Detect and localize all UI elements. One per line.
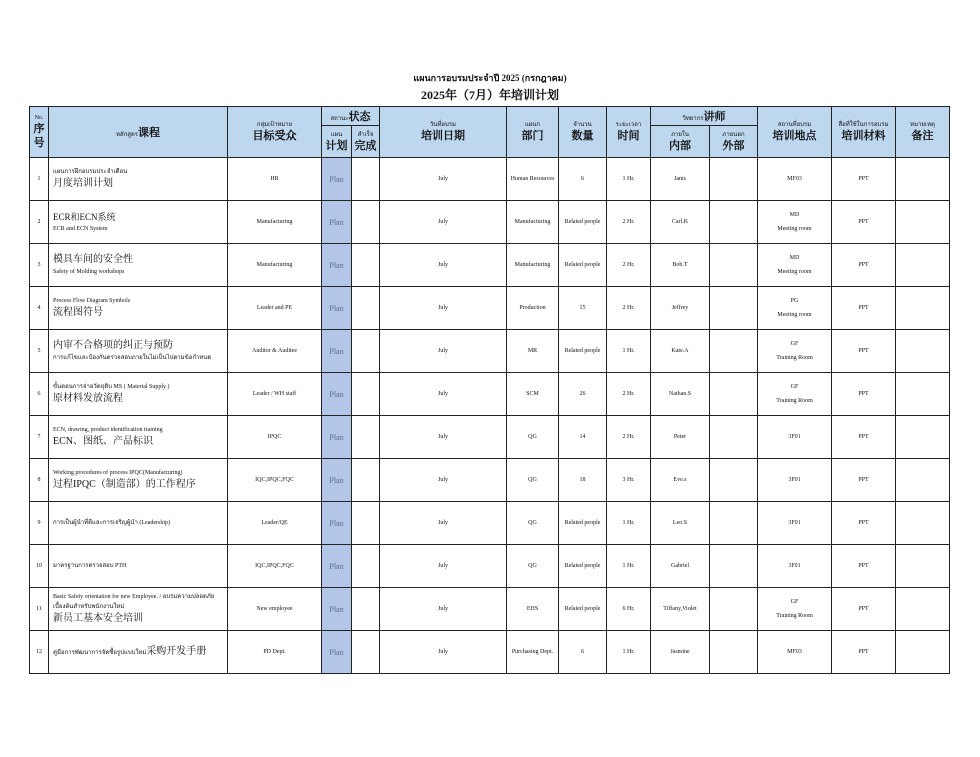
trainer-internal: Nathan.S [651,373,710,416]
location-cell [758,502,832,545]
training-date: July [380,287,507,330]
header-location: สถานที่อบรม 培训地点 [758,107,832,158]
training-material: PPT [832,545,896,588]
row-number: 4 [30,287,49,330]
target-audience: Leader / WH staff [228,373,322,416]
location-primary: 3F01 [788,477,801,483]
location-secondary: Meeting room [777,312,812,318]
header-target: กลุ่มเป้าหมาย 目标受众 [228,107,322,158]
trainer-internal: Eve.s [651,459,710,502]
header-internal: ภายใน 内部 [651,126,710,158]
location-primary: MF03 [787,649,802,655]
course-name-chinese: 内审不合格项的纠正与预防 [53,340,173,351]
course-name-thai-en: ขั้นตอนการจ่ายวัตถุดิบ MS ( Material Supply ) [53,384,170,390]
location-secondary: Training Room [776,613,813,619]
location-primary: GF [790,599,799,605]
training-date: July [380,545,507,588]
training-date: July [380,588,507,631]
header-row-1 [30,107,950,126]
trainer-internal: Janis [651,158,710,201]
header-qty: จำนวน 数量 [559,107,607,158]
quantity: 26 [559,373,607,416]
location-secondary: Meeting room [777,269,812,275]
trainer-external [710,158,758,201]
quantity: 6 [559,158,607,201]
location-secondary: Training Room [776,355,813,361]
course-cell [49,416,228,459]
training-material: PPT [832,373,896,416]
course-name-chinese: ECN、图纸、产品标识 [53,436,153,447]
row-number: 12 [30,631,49,674]
status-done [352,459,380,502]
location-secondary: Meeting room [777,226,812,232]
duration: 2 Hr. [607,416,651,459]
duration: 1 Hr. [607,631,651,674]
header-time: ระยะเวลา 时间 [607,107,651,158]
training-material: PPT [832,416,896,459]
course-name-thai-en: ECR和ECN系统 [53,212,116,222]
target-audience: HR [228,158,322,201]
status-plan: Plan [322,588,352,631]
course-name-thai-en: คู่มือการพัฒนาการจัดซื้อรูปแบบใหม่ [53,650,147,656]
remark [896,459,950,502]
trainer-internal: Gabriel [651,545,710,588]
row-number: 6 [30,373,49,416]
course-cell [49,588,228,631]
remark [896,631,950,674]
table-row [30,588,950,631]
trainer-external [710,373,758,416]
target-audience: IPQC [228,416,322,459]
training-date: July [380,373,507,416]
course-cell [49,244,228,287]
training-date: July [380,244,507,287]
course-name-chinese: 新员工基本安全培训 [53,613,143,624]
trainer-external [710,287,758,330]
status-done [352,287,380,330]
location-cell [758,459,832,502]
department: QG [507,545,559,588]
header-date: วันที่อบรม 培训日期 [380,107,507,158]
course-name-thai-en: Process Flow Diagram Symbols [53,298,131,304]
training-date: July [380,158,507,201]
course-cell [49,158,228,201]
trainer-internal: Carl.K [651,201,710,244]
target-audience: New employee [228,588,322,631]
row-number: 5 [30,330,49,373]
course-cell [49,502,228,545]
course-name-thai-en: มาตรฐานการตรวจสอบ PTH [53,563,127,569]
department: Purchasing Dept. [507,631,559,674]
duration: 2 Hr. [607,287,651,330]
course-name-chinese: 过程IPQC（制造部）的工作程序 [53,479,196,490]
header-done: สำเร็จ 完成 [352,126,380,158]
duration: 1 Hr. [607,158,651,201]
header-trainer: วิทยากร讲师 [651,107,758,126]
department: QG [507,502,559,545]
status-plan: Plan [322,502,352,545]
quantity: 6 [559,631,607,674]
remark [896,244,950,287]
table-row [30,459,950,502]
duration: 2 Hr. [607,373,651,416]
trainer-internal: Jeffrey [651,287,710,330]
location-primary: PG [790,298,799,304]
remark [896,373,950,416]
location-secondary: Training Room [776,398,813,404]
remark [896,545,950,588]
status-plan: Plan [322,158,352,201]
target-audience: Leader/QE [228,502,322,545]
row-number: 9 [30,502,49,545]
table-row [30,244,950,287]
status-done [352,416,380,459]
department: Manufacturing [507,201,559,244]
department: MR [507,330,559,373]
course-cell [49,373,228,416]
status-plan: Plan [322,330,352,373]
row-number: 11 [30,588,49,631]
table-row [30,416,950,459]
course-name-thai-en: การเป็นผู้นำที่ดีและการเจริญผู้นำ (Leadership) [53,520,171,526]
course-name-thai-en: Basic Safety orientation for new Employee. / อบรมความปลอดภัยเบื้องต้นสำหรับพนักงานใหม่ [53,594,215,610]
quantity: Related people [559,588,607,631]
location-primary: 3F01 [788,520,801,526]
remark [896,287,950,330]
course-cell [49,201,228,244]
trainer-internal: Leo.S [651,502,710,545]
remark [896,201,950,244]
course-name-thai-en: การแก้ไขและป้องกันตรวจสอบภายในไม่เป็นไปตามข้อกำหนด [53,355,212,361]
training-date: July [380,201,507,244]
quantity: Related people [559,545,607,588]
header-plan: แผน 计划 [322,126,352,158]
course-name-chinese: 流程图符号 [53,307,103,318]
training-material: PPT [832,201,896,244]
training-date: July [380,631,507,674]
row-number: 10 [30,545,49,588]
course-name-thai-en: Working procedures of process IPQC(Manufacturing) [53,470,183,476]
duration: 1 Hr. [607,545,651,588]
location-primary: 3F01 [788,434,801,440]
table-row [30,502,950,545]
location-primary: 3F01 [788,563,801,569]
table-row [30,631,950,674]
duration: 6 Hr. [607,588,651,631]
trainer-external [710,545,758,588]
training-material: PPT [832,631,896,674]
course-name-chinese: 原材料发放流程 [53,393,123,404]
location-primary: GF [790,341,799,347]
status-done [352,373,380,416]
training-date: July [380,416,507,459]
location-cell [758,416,832,459]
table-row [30,158,950,201]
training-date: July [380,502,507,545]
location-primary: MD [789,212,800,218]
header-dept: แผนก 部门 [507,107,559,158]
duration: 1 Hr. [607,330,651,373]
target-audience: Manufacturing [228,201,322,244]
status-plan: Plan [322,545,352,588]
remark [896,416,950,459]
target-audience: Manufacturing [228,244,322,287]
remark [896,330,950,373]
training-material: PPT [832,158,896,201]
location-primary: MF03 [787,176,802,182]
status-done [352,502,380,545]
header-remark: หมายเหตุ 备注 [896,107,950,158]
table-row [30,287,950,330]
training-material: PPT [832,502,896,545]
row-number: 8 [30,459,49,502]
course-name-thai-en: ECN, drawing, product identification training [53,427,163,433]
location-cell [758,588,832,631]
status-done [352,631,380,674]
status-plan: Plan [322,244,352,287]
course-name-thai-en: แผนการฝึกอบรมประจำเดือน [53,169,128,175]
trainer-external [710,244,758,287]
course-cell [49,287,228,330]
status-plan: Plan [322,373,352,416]
header-external: ภายนอก 外部 [710,126,758,158]
training-material: PPT [832,287,896,330]
course-name-thai-en: Safety of Molding workshops [53,269,125,275]
course-name-chinese: 模具车间的安全性 [53,254,133,265]
trainer-external [710,502,758,545]
location-primary: GF [790,384,799,390]
training-material: PPT [832,330,896,373]
status-plan: Plan [322,459,352,502]
training-date: July [380,459,507,502]
status-plan: Plan [322,416,352,459]
department: Production [507,287,559,330]
location-cell [758,330,832,373]
department: SCM [507,373,559,416]
trainer-external [710,459,758,502]
quantity: 15 [559,287,607,330]
title-thai: แผนการอบรมประจำปี 2025 (กรกฎาคม) [413,73,567,83]
status-done [352,545,380,588]
quantity: Related people [559,330,607,373]
status-plan: Plan [322,201,352,244]
department: Human Resources [507,158,559,201]
location-cell [758,244,832,287]
status-done [352,588,380,631]
row-number: 2 [30,201,49,244]
quantity: Related people [559,244,607,287]
location-cell [758,158,832,201]
location-cell [758,201,832,244]
trainer-internal: Kate.A [651,330,710,373]
status-done [352,201,380,244]
remark [896,502,950,545]
table-row [30,201,950,244]
target-audience: Auditor & Auditee [228,330,322,373]
row-number: 1 [30,158,49,201]
duration: 2 Hr. [607,201,651,244]
table-row [30,373,950,416]
status-done [352,158,380,201]
header-course: หลักสูตร课程 [49,107,228,158]
duration: 2 Hr. [607,244,651,287]
course-name-chinese: 月度培训计划 [53,178,113,189]
location-cell [758,373,832,416]
trainer-external [710,416,758,459]
target-audience: IQC,IPQC,FQC [228,459,322,502]
course-cell [49,545,228,588]
quantity: Related people [559,201,607,244]
trainer-external [710,588,758,631]
header-status: สถานะ状态 [322,107,380,126]
status-plan: Plan [322,631,352,674]
remark [896,588,950,631]
training-date: July [380,330,507,373]
trainer-internal: Peter [651,416,710,459]
trainer-internal: Jasmine [651,631,710,674]
trainer-external [710,201,758,244]
header-material: สื่อที่ใช้ในการอบรม 培训材料 [832,107,896,158]
department: QG [507,459,559,502]
title-chinese: 2025年（7月）年培训计划 [420,88,559,102]
target-audience: Leader and PE [228,287,322,330]
trainer-external [710,330,758,373]
course-name-english: ECR and ECN System [53,226,108,232]
training-plan-table [29,106,950,674]
target-audience: PD Dept. [228,631,322,674]
trainer-internal: Tiffany,Violet [651,588,710,631]
department: EHS [507,588,559,631]
quantity: 18 [559,459,607,502]
training-material: PPT [832,244,896,287]
row-number: 3 [30,244,49,287]
course-cell [49,330,228,373]
status-done [352,330,380,373]
quantity: Related people [559,502,607,545]
header-no: No. 序号 [30,107,49,158]
row-number: 7 [30,416,49,459]
location-primary: MD [789,255,800,261]
course-cell [49,631,228,674]
location-cell [758,631,832,674]
duration: 1 Hr. [607,502,651,545]
location-cell [758,287,832,330]
department: QG [507,416,559,459]
table-row [30,330,950,373]
course-cell [49,459,228,502]
status-done [352,244,380,287]
training-material: PPT [832,459,896,502]
remark [896,158,950,201]
table-body [30,158,950,674]
trainer-internal: Bob.T [651,244,710,287]
trainer-external [710,631,758,674]
quantity: 14 [559,416,607,459]
training-material: PPT [832,588,896,631]
department: Manufacturing [507,244,559,287]
location-cell [758,545,832,588]
status-plan: Plan [322,287,352,330]
table-row [30,545,950,588]
duration: 3 Hr. [607,459,651,502]
target-audience: IQC,IPQC,FQC [228,545,322,588]
course-name-chinese: 采购开发手册 [146,646,207,657]
document-titles [0,72,980,103]
